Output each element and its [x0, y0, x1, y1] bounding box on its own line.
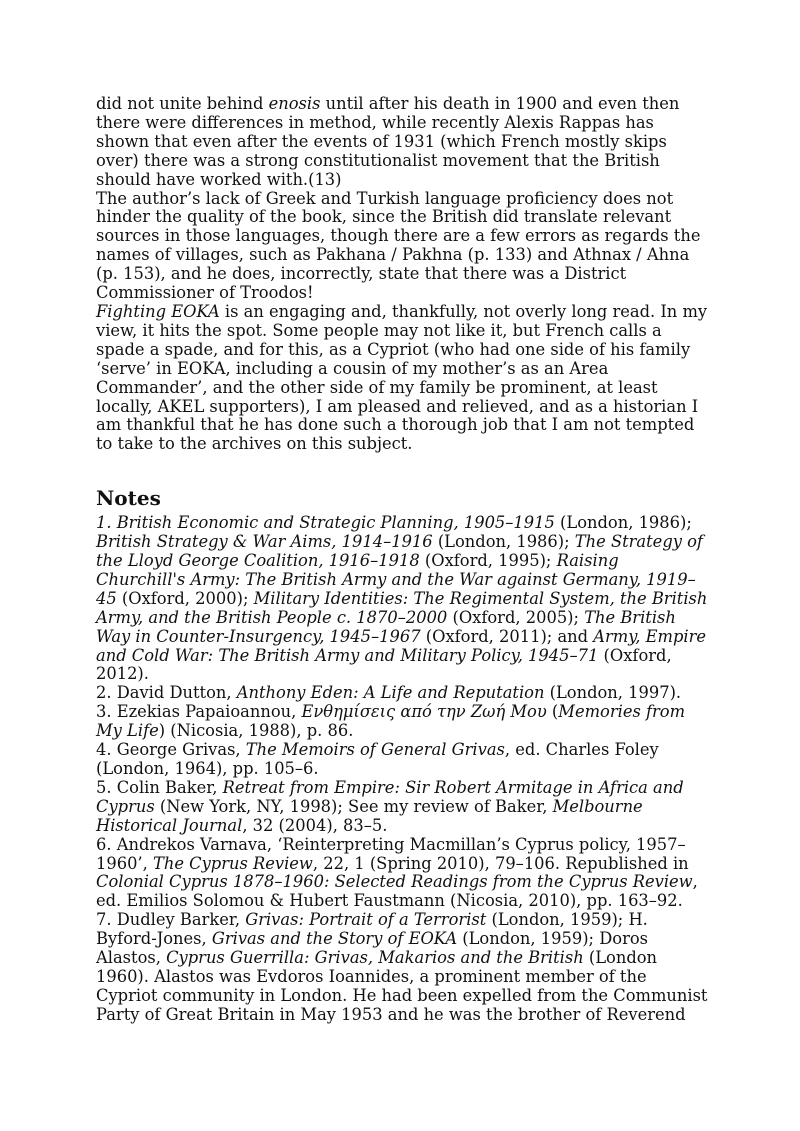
note-item	[96, 741, 708, 779]
italic-text: Grivas: Portrait of a Terrorist	[245, 910, 487, 930]
text-run: 3. Ezekias Papaioannou,	[96, 702, 302, 722]
italic-text: Ενθημίσεις από την Ζωή Μου	[301, 702, 547, 722]
paragraph	[96, 190, 708, 303]
text-run: , 32 (2004), 83–5.	[242, 815, 388, 835]
text-run: (London, 1986);	[554, 513, 692, 533]
italic-text: Army, Empire and Cold War: The British Army and Military Policy, 1945–71	[96, 626, 706, 665]
note-item	[96, 684, 708, 703]
body-text	[96, 95, 708, 454]
text-run: ) (Nicosia, 1988), p. 86.	[158, 721, 354, 741]
text-run: 6. Andrekos Varnava, ‘Reinterpreting Macmillan’s Cyprus policy, 1957–1960’,	[96, 834, 686, 873]
italic-text: British Strategy & War Aims, 1914–1916	[96, 532, 433, 552]
note-item	[96, 911, 708, 1024]
text-run: The author’s lack of Greek and Turkish language proficiency does not hinder the quality of the book, since the British did translate relevant sources in those languages, though there are a few errors as regards the names of villages, such as Pakhana / Pakhna (p. 133) and Athnax / Ahna (p. 153), and he does, incorrectly, state that there was a District Commissioner of Troodos!	[96, 188, 701, 303]
text-run: , 22, 1 (Spring 2010), 79–106. Republished in	[312, 853, 689, 873]
document-page	[96, 95, 708, 1025]
italic-text: Memories from My Life	[96, 702, 686, 741]
italic-text: Fighting EOKA	[96, 301, 220, 321]
text-run: (	[546, 702, 559, 722]
text-run: (Oxford, 2012).	[96, 645, 672, 684]
italic-text: The Strategy of the Lloyd George Coalition, 1916–1918	[96, 532, 703, 571]
paragraph	[96, 95, 708, 190]
text-run: (London, 1986);	[432, 532, 575, 552]
text-run: (Oxford, 2000);	[116, 588, 254, 608]
italic-text: Retreat from Empire: Sir Robert Armitage in Africa and Cyprus	[96, 777, 684, 816]
italic-text: Colonial Cyprus 1878–1960: Selected Readings from the Cyprus Review	[96, 872, 693, 892]
text-run: (London, 1959); Doros Alastos,	[96, 929, 649, 968]
text-run: is an engaging and, thankfully, not overly long read. In my view, it hits the spot. Some people may not like it, but French calls a spade a spade, and for this, as a Cypriot (who had one side of his family ‘serve’ in EOKA, including a cousin of my mother’s as an Area Commander’, and the other side of my family be prominent, at least locally, AKEL supporters), I am pleased and relieved, and as a historian I am thankful that he has done such a thorough job that I am not tempted to take to the archives on this subject.	[96, 301, 708, 454]
italic-text: Anthony Eden: A Life and Reputation	[236, 683, 545, 703]
italic-text: British Economic and Strategic Planning, 1905–1915	[116, 513, 555, 533]
text-run: (Oxford, 2005);	[447, 607, 585, 627]
text-run: 4. George Grivas,	[96, 740, 246, 760]
note-item	[96, 703, 708, 741]
text-run: 5. Colin Baker,	[96, 777, 223, 797]
text-run: 7. Dudley Barker,	[96, 910, 246, 930]
italic-text: The Cyprus Review	[152, 853, 313, 873]
italic-text: The British Way in Counter-Insurgency, 1945–1967	[96, 607, 676, 646]
text-run: until after his death in 1900 and even then there were differences in method, while recently Alexis Rappas has shown that even after the events of 1931 (which French mostly skips over) there was a strong constitutionalist movement that the British should have worked with.(13)	[96, 94, 680, 189]
text-run: (Oxford, 2011); and	[420, 626, 594, 646]
text-run: (New York, NY, 1998); See my review of Baker,	[154, 796, 553, 816]
text-run: , ed. Charles Foley (London, 1964), pp. 105–6.	[96, 740, 659, 778]
text-run: (London, 1959); H. Byford-Jones,	[96, 910, 648, 949]
paragraph	[96, 303, 708, 454]
italic-text: Melbourne Historical Journal	[96, 796, 643, 835]
italic-text: 1.	[96, 513, 117, 533]
note-item	[96, 779, 708, 836]
text-run: (Oxford, 1995);	[419, 551, 557, 571]
text-run: (London, 1997).	[544, 683, 682, 703]
italic-text: Cyprus Guerrilla: Grivas, Makarios and the British	[166, 948, 584, 968]
italic-text: Raising Churchill's Army: The British Army and the War against Germany, 1919–45	[96, 551, 696, 608]
italic-text: The Memoirs of General Grivas	[245, 740, 505, 760]
text-run: 2. David Dutton,	[96, 683, 237, 703]
notes-list	[96, 514, 708, 1024]
italic-text: Grivas and the Story of EOKA	[211, 929, 458, 949]
note-item	[96, 836, 708, 912]
text-run: , ed. Emilios Solomou & Hubert Faustmann (Nicosia, 2010), pp. 163–92.	[96, 872, 698, 911]
italic-text: Military Identities: The Regimental System, the British Army, and the British People c. 1870–2000	[96, 588, 708, 627]
italic-text: enosis	[268, 94, 321, 113]
text-run: (London 1960). Alastos was Evdoros Ioannides, a prominent member of the Cypriot community in London. He had been expelled from the Communist Party of Great Britain in May 1953 and he was the brother of Reverend	[96, 948, 708, 1024]
note-item	[96, 514, 708, 684]
text-run: did not unite behind	[96, 94, 269, 113]
notes-heading: Notes	[96, 486, 161, 511]
